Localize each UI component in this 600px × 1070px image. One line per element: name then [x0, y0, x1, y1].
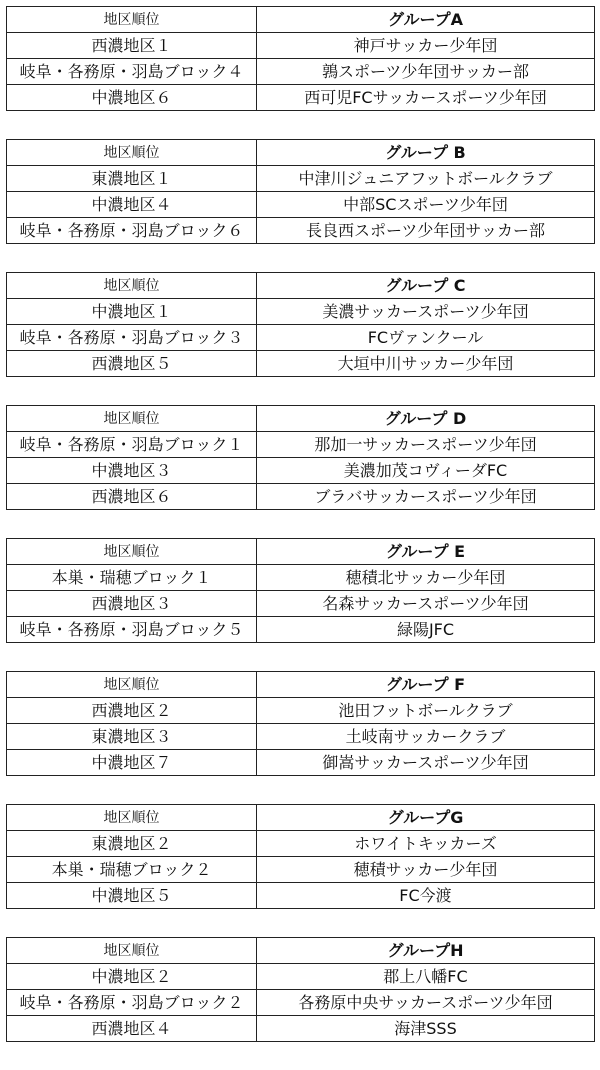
group-header-row [7, 406, 595, 432]
table-row [7, 565, 595, 591]
district-rank-cell: 東濃地区２ [7, 831, 257, 857]
table-row [7, 192, 595, 218]
group-table [6, 671, 595, 776]
district-rank-cell: 岐阜・各務原・羽島ブロック６ [7, 218, 257, 244]
table-row [7, 351, 595, 377]
table-row [7, 299, 595, 325]
table-row [7, 698, 595, 724]
group-header-row [7, 140, 595, 166]
team-name-cell: 郡上八幡FC [257, 964, 595, 990]
table-row [7, 59, 595, 85]
rank-column-header: 地区順位 [7, 805, 257, 831]
district-rank-cell: 西濃地区５ [7, 351, 257, 377]
table-row [7, 964, 595, 990]
rank-column-header: 地区順位 [7, 672, 257, 698]
group-title: グループ C [257, 273, 595, 299]
table-row [7, 85, 595, 111]
table-row [7, 883, 595, 909]
team-name-cell: 鶉スポーツ少年団サッカー部 [257, 59, 595, 85]
team-name-cell: 土岐南サッカークラブ [257, 724, 595, 750]
group-header-row [7, 672, 595, 698]
table-row [7, 831, 595, 857]
team-name-cell: 海津SSS [257, 1016, 595, 1042]
table-row [7, 166, 595, 192]
group-table [6, 139, 595, 244]
district-rank-cell: 西濃地区２ [7, 698, 257, 724]
rank-column-header: 地区順位 [7, 7, 257, 33]
group-header-row [7, 539, 595, 565]
group-header-row [7, 938, 595, 964]
group-header-row [7, 273, 595, 299]
team-name-cell: 穂積サッカー少年団 [257, 857, 595, 883]
team-name-cell: FCヴァンクール [257, 325, 595, 351]
group-title: グループ E [257, 539, 595, 565]
table-row [7, 857, 595, 883]
team-name-cell: 各務原中央サッカースポーツ少年団 [257, 990, 595, 1016]
group-table [6, 6, 595, 111]
table-row [7, 33, 595, 59]
district-rank-cell: 岐阜・各務原・羽島ブロック２ [7, 990, 257, 1016]
district-rank-cell: 岐阜・各務原・羽島ブロック３ [7, 325, 257, 351]
district-rank-cell: 中濃地区６ [7, 85, 257, 111]
team-name-cell: 神戸サッカー少年団 [257, 33, 595, 59]
team-name-cell: 緑陽JFC [257, 617, 595, 643]
district-rank-cell: 西濃地区４ [7, 1016, 257, 1042]
district-rank-cell: 中濃地区１ [7, 299, 257, 325]
group-title: グループ F [257, 672, 595, 698]
table-row [7, 325, 595, 351]
rank-column-header: 地区順位 [7, 406, 257, 432]
group-tables [6, 6, 594, 1070]
group-header-row [7, 805, 595, 831]
district-rank-cell: 東濃地区３ [7, 724, 257, 750]
group-title: グループG [257, 805, 595, 831]
table-row [7, 484, 595, 510]
team-name-cell: ホワイトキッカーズ [257, 831, 595, 857]
group-table [6, 804, 595, 909]
table-row [7, 750, 595, 776]
team-name-cell: 中津川ジュニアフットボールクラブ [257, 166, 595, 192]
district-rank-cell: 中濃地区４ [7, 192, 257, 218]
team-name-cell: 大垣中川サッカー少年団 [257, 351, 595, 377]
district-rank-cell: 中濃地区３ [7, 458, 257, 484]
district-rank-cell: 岐阜・各務原・羽島ブロック４ [7, 59, 257, 85]
table-row [7, 617, 595, 643]
table-row [7, 591, 595, 617]
team-name-cell: ブラバサッカースポーツ少年団 [257, 484, 595, 510]
table-row [7, 724, 595, 750]
district-rank-cell: 中濃地区２ [7, 964, 257, 990]
rank-column-header: 地区順位 [7, 938, 257, 964]
district-rank-cell: 岐阜・各務原・羽島ブロック５ [7, 617, 257, 643]
team-name-cell: 美濃加茂コヴィーダFC [257, 458, 595, 484]
table-row [7, 432, 595, 458]
team-name-cell: 名森サッカースポーツ少年団 [257, 591, 595, 617]
district-rank-cell: 本巣・瑞穂ブロック２ [7, 857, 257, 883]
rank-column-header: 地区順位 [7, 539, 257, 565]
district-rank-cell: 東濃地区１ [7, 166, 257, 192]
district-rank-cell: 中濃地区７ [7, 750, 257, 776]
team-name-cell: 穂積北サッカー少年団 [257, 565, 595, 591]
group-title: グループH [257, 938, 595, 964]
team-name-cell: 中部SCスポーツ少年団 [257, 192, 595, 218]
team-name-cell: FC今渡 [257, 883, 595, 909]
team-name-cell: 池田フットボールクラブ [257, 698, 595, 724]
table-row [7, 458, 595, 484]
group-header-row [7, 7, 595, 33]
rank-column-header: 地区順位 [7, 273, 257, 299]
team-name-cell: 西可児FCサッカースポーツ少年団 [257, 85, 595, 111]
group-title: グループ D [257, 406, 595, 432]
district-rank-cell: 中濃地区５ [7, 883, 257, 909]
district-rank-cell: 本巣・瑞穂ブロック１ [7, 565, 257, 591]
table-row [7, 990, 595, 1016]
table-row [7, 1016, 595, 1042]
group-title: グループ B [257, 140, 595, 166]
district-rank-cell: 岐阜・各務原・羽島ブロック１ [7, 432, 257, 458]
group-table [6, 937, 595, 1042]
team-name-cell: 御嵩サッカースポーツ少年団 [257, 750, 595, 776]
district-rank-cell: 西濃地区６ [7, 484, 257, 510]
group-table [6, 405, 595, 510]
rank-column-header: 地区順位 [7, 140, 257, 166]
group-table [6, 538, 595, 643]
group-title: グループA [257, 7, 595, 33]
table-row [7, 218, 595, 244]
district-rank-cell: 西濃地区３ [7, 591, 257, 617]
district-rank-cell: 西濃地区１ [7, 33, 257, 59]
team-name-cell: 那加一サッカースポーツ少年団 [257, 432, 595, 458]
team-name-cell: 長良西スポーツ少年団サッカー部 [257, 218, 595, 244]
group-table [6, 272, 595, 377]
team-name-cell: 美濃サッカースポーツ少年団 [257, 299, 595, 325]
